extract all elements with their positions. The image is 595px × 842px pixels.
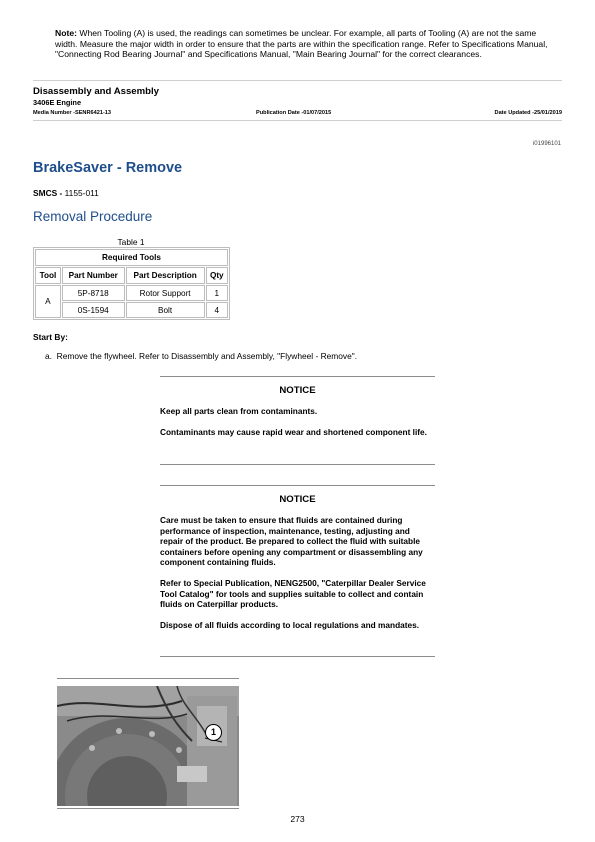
engine-model: 3406E Engine [33,98,82,107]
column-header: Part Number [62,267,125,284]
notice-border-bottom [160,464,435,465]
notice-paragraph: Contaminants may cause rapid wear and shortened component life. [160,426,427,437]
figure-border-bottom [57,808,239,809]
notice-box [160,494,435,630]
figure-border-top [57,678,239,679]
notice-paragraph: Dispose of all fluids according to local regulations and mandates. [160,619,420,630]
qty-cell: 4 [206,302,228,318]
notice-border-top [160,376,435,377]
media-number: Media Number -SENR6421-13 [33,110,112,116]
notice-title: NOTICE [279,494,316,505]
description-cell: Rotor Support [126,285,205,301]
notice-title: NOTICE [279,385,316,396]
description-cell: Bolt [126,302,205,318]
publication-date: Publication Date -01/07/2015 [256,110,332,116]
tool-cell: A [35,285,61,318]
notice-box [160,385,435,437]
note-label: Note: [55,28,77,38]
procedure-title: Removal Procedure [33,209,153,224]
image-id: i01996101 [532,141,561,147]
table-row [35,302,228,318]
start-by-step [45,351,357,361]
notice-paragraph: Refer to Special Publication, NENG2500, "Caterpillar Dealer Service Tool Catalog" for tools and supplies suitable to collect and contain fluids on Caterpillar products. [160,577,426,610]
smcs-label: SMCS - [33,188,65,198]
required-tools-table [33,247,230,320]
column-header: Qty [206,267,228,284]
table-heading: Required Tools [35,249,228,266]
part-number-cell: 5P-8718 [62,285,125,301]
notice-border-bottom [160,656,435,657]
page-number: 273 [290,814,305,824]
step-text: Remove the flywheel. Refer to Disassembly and Assembly, "Flywheel - Remove". [56,351,358,361]
callout-marker: 1 [205,724,222,741]
engine-photo [57,686,239,806]
table-caption: Table 1 [117,237,145,247]
smcs-line [33,188,99,198]
engine-photo-graphic [57,686,239,806]
divider [33,120,562,121]
table-row [35,285,228,301]
step-marker: a. [45,351,52,361]
divider [33,80,562,81]
date-updated: Date Updated -25/01/2019 [494,110,562,116]
notice-paragraph: Care must be taken to ensure that fluids are contained during performance of inspection, maintenance, testing, adjusting and repair of the product. Be prepared to collect the fluid with suitable containers before opening any compartment or disassembling any component containing fluids. [160,515,423,568]
smcs-code: 1155-011 [64,188,99,198]
note-paragraph [55,28,555,60]
part-number-cell: 0S-1594 [62,302,125,318]
column-header: Part Description [126,267,205,284]
qty-cell: 1 [206,285,228,301]
page-title: BrakeSaver - Remove [33,160,183,176]
notice-border-top [160,485,435,486]
note-text: When Tooling (A) is used, the readings can sometimes be unclear. For example, all parts of Tooling (A) are not the same width. Measure the major width in order to ensure that the parts are within the specification range. Refer to Specifications Manual, "Connecting Rod Bearing Journal" and Specifications Manual, "Main Bearing Journal" for the correct clearances. [55,28,548,60]
column-header: Tool [35,267,61,284]
section-title: Disassembly and Assembly [33,86,160,97]
notice-paragraph: Keep all parts clean from contaminants. [160,406,318,416]
start-by-label: Start By: [33,332,68,342]
